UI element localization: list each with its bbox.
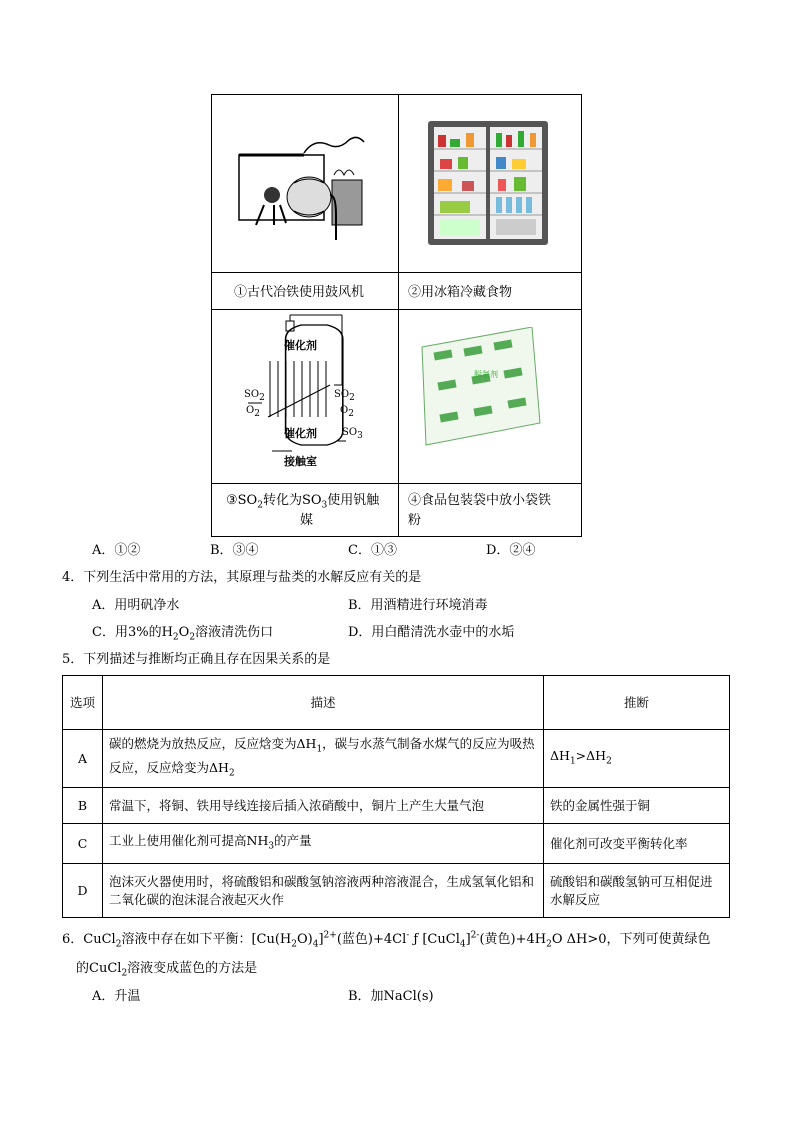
table-row: A 碳的燃烧为放热反应，反应焓变为$\Delta H_1$，碳与水蒸气制备水煤气的反应为吸热反应，反应焓变为$\Delta H_2$ $\Delta H_1>\Delta H_2$ bbox=[63, 730, 730, 788]
q5-stem: 5．下列描述与推断均正确且存在因果关系的是 bbox=[62, 652, 331, 667]
caption-2: ②用冰箱冷藏食物 bbox=[408, 285, 513, 300]
contact-chamber-label: 接触室 bbox=[284, 455, 317, 468]
so3-outlet-label: $SO_3$ bbox=[342, 427, 363, 441]
bellows-illustration bbox=[234, 135, 384, 245]
header-inference: 推断 bbox=[544, 676, 730, 730]
caption-1: ①古代冶铁使用鼓风机 bbox=[234, 285, 365, 300]
q4-option-b[interactable]: B．用酒精进行环境消毒 bbox=[348, 598, 488, 613]
q4-option-a[interactable]: A．用明矾净水 bbox=[92, 598, 180, 613]
refrigerator-photo bbox=[426, 119, 550, 251]
caption-4-cont: 粉 bbox=[408, 513, 422, 528]
iron-powder-packet bbox=[412, 327, 542, 447]
q6-stem-line1: 6．CuCl$_2$溶液中存在如下平衡：$[Cu(H_2O)_4]^{2+}$(蓝色)+4Cl- ƒ [CuCl$_4$]$^{2-}$(黄色)$+4H_2O$ ΔH>0，下列可使黄绿色 bbox=[62, 930, 711, 950]
o2-inlet-label: $O_2$ bbox=[246, 405, 260, 419]
so2-outlet-label: $SO_2$ bbox=[334, 389, 355, 403]
catalyst-label-top: 催化剂 bbox=[284, 339, 317, 352]
header-option: 选项 bbox=[63, 676, 103, 730]
caption-3: $③SO_2$转化为$SO_3$使用钒触 bbox=[226, 493, 380, 511]
header-description: 描述 bbox=[103, 676, 544, 730]
table-row: D 泡沫灭火器使用时，将硫酸铝和碳酸氢钠溶液两种溶液混合，生成氢氧化铝和二氧化碳的泡沫混合液起灭火作 硫酸铝和碳酸氢钠可互相促进水解反应 bbox=[63, 864, 730, 918]
q5-table bbox=[62, 675, 730, 918]
table-row: B 常温下，将铜、铁用导线连接后插入浓硝酸中，铜片上产生大量气泡 铁的金属性强于铜 bbox=[63, 788, 730, 824]
q3-option-d[interactable]: D．②④ bbox=[486, 543, 536, 558]
q4-option-d[interactable]: D．用白醋清洗水壶中的水垢 bbox=[348, 625, 515, 640]
caption-3-cont: 媒 bbox=[300, 513, 314, 528]
table-row: C 工业上使用催化剂可提高$NH_3$的产量 催化剂可改变平衡转化率 bbox=[63, 824, 730, 864]
q6-stem-line2: 的CuCl$_2$溶液变成蓝色的方法是 bbox=[76, 961, 258, 979]
catalyst-label-bottom: 催化剂 bbox=[284, 427, 317, 440]
contact-chamber-diagram bbox=[212, 309, 398, 483]
caption-4: ④食品包装袋中放小袋铁 bbox=[408, 493, 552, 508]
o2-outlet-label: $O_2$ bbox=[340, 405, 354, 419]
q6-option-b[interactable]: B．加NaCl(s) bbox=[348, 989, 434, 1004]
image-grid bbox=[211, 94, 582, 537]
q4-option-c[interactable]: C．用3%的$H_2O_2$溶液清洗伤口 bbox=[92, 625, 274, 643]
table-header-row bbox=[63, 676, 730, 730]
packet-label: 脱氧剂 bbox=[474, 370, 498, 379]
q3-option-c[interactable]: C．①③ bbox=[348, 543, 397, 558]
q3-option-a[interactable]: A．①② bbox=[92, 543, 141, 558]
q6-option-a[interactable]: A．升温 bbox=[92, 989, 141, 1004]
q3-option-b[interactable]: B．③④ bbox=[210, 543, 259, 558]
so2-inlet-label: $SO_2$ bbox=[244, 389, 265, 403]
q4-stem: 4．下列生活中常用的方法，其原理与盐类的水解反应有关的是 bbox=[62, 570, 422, 585]
